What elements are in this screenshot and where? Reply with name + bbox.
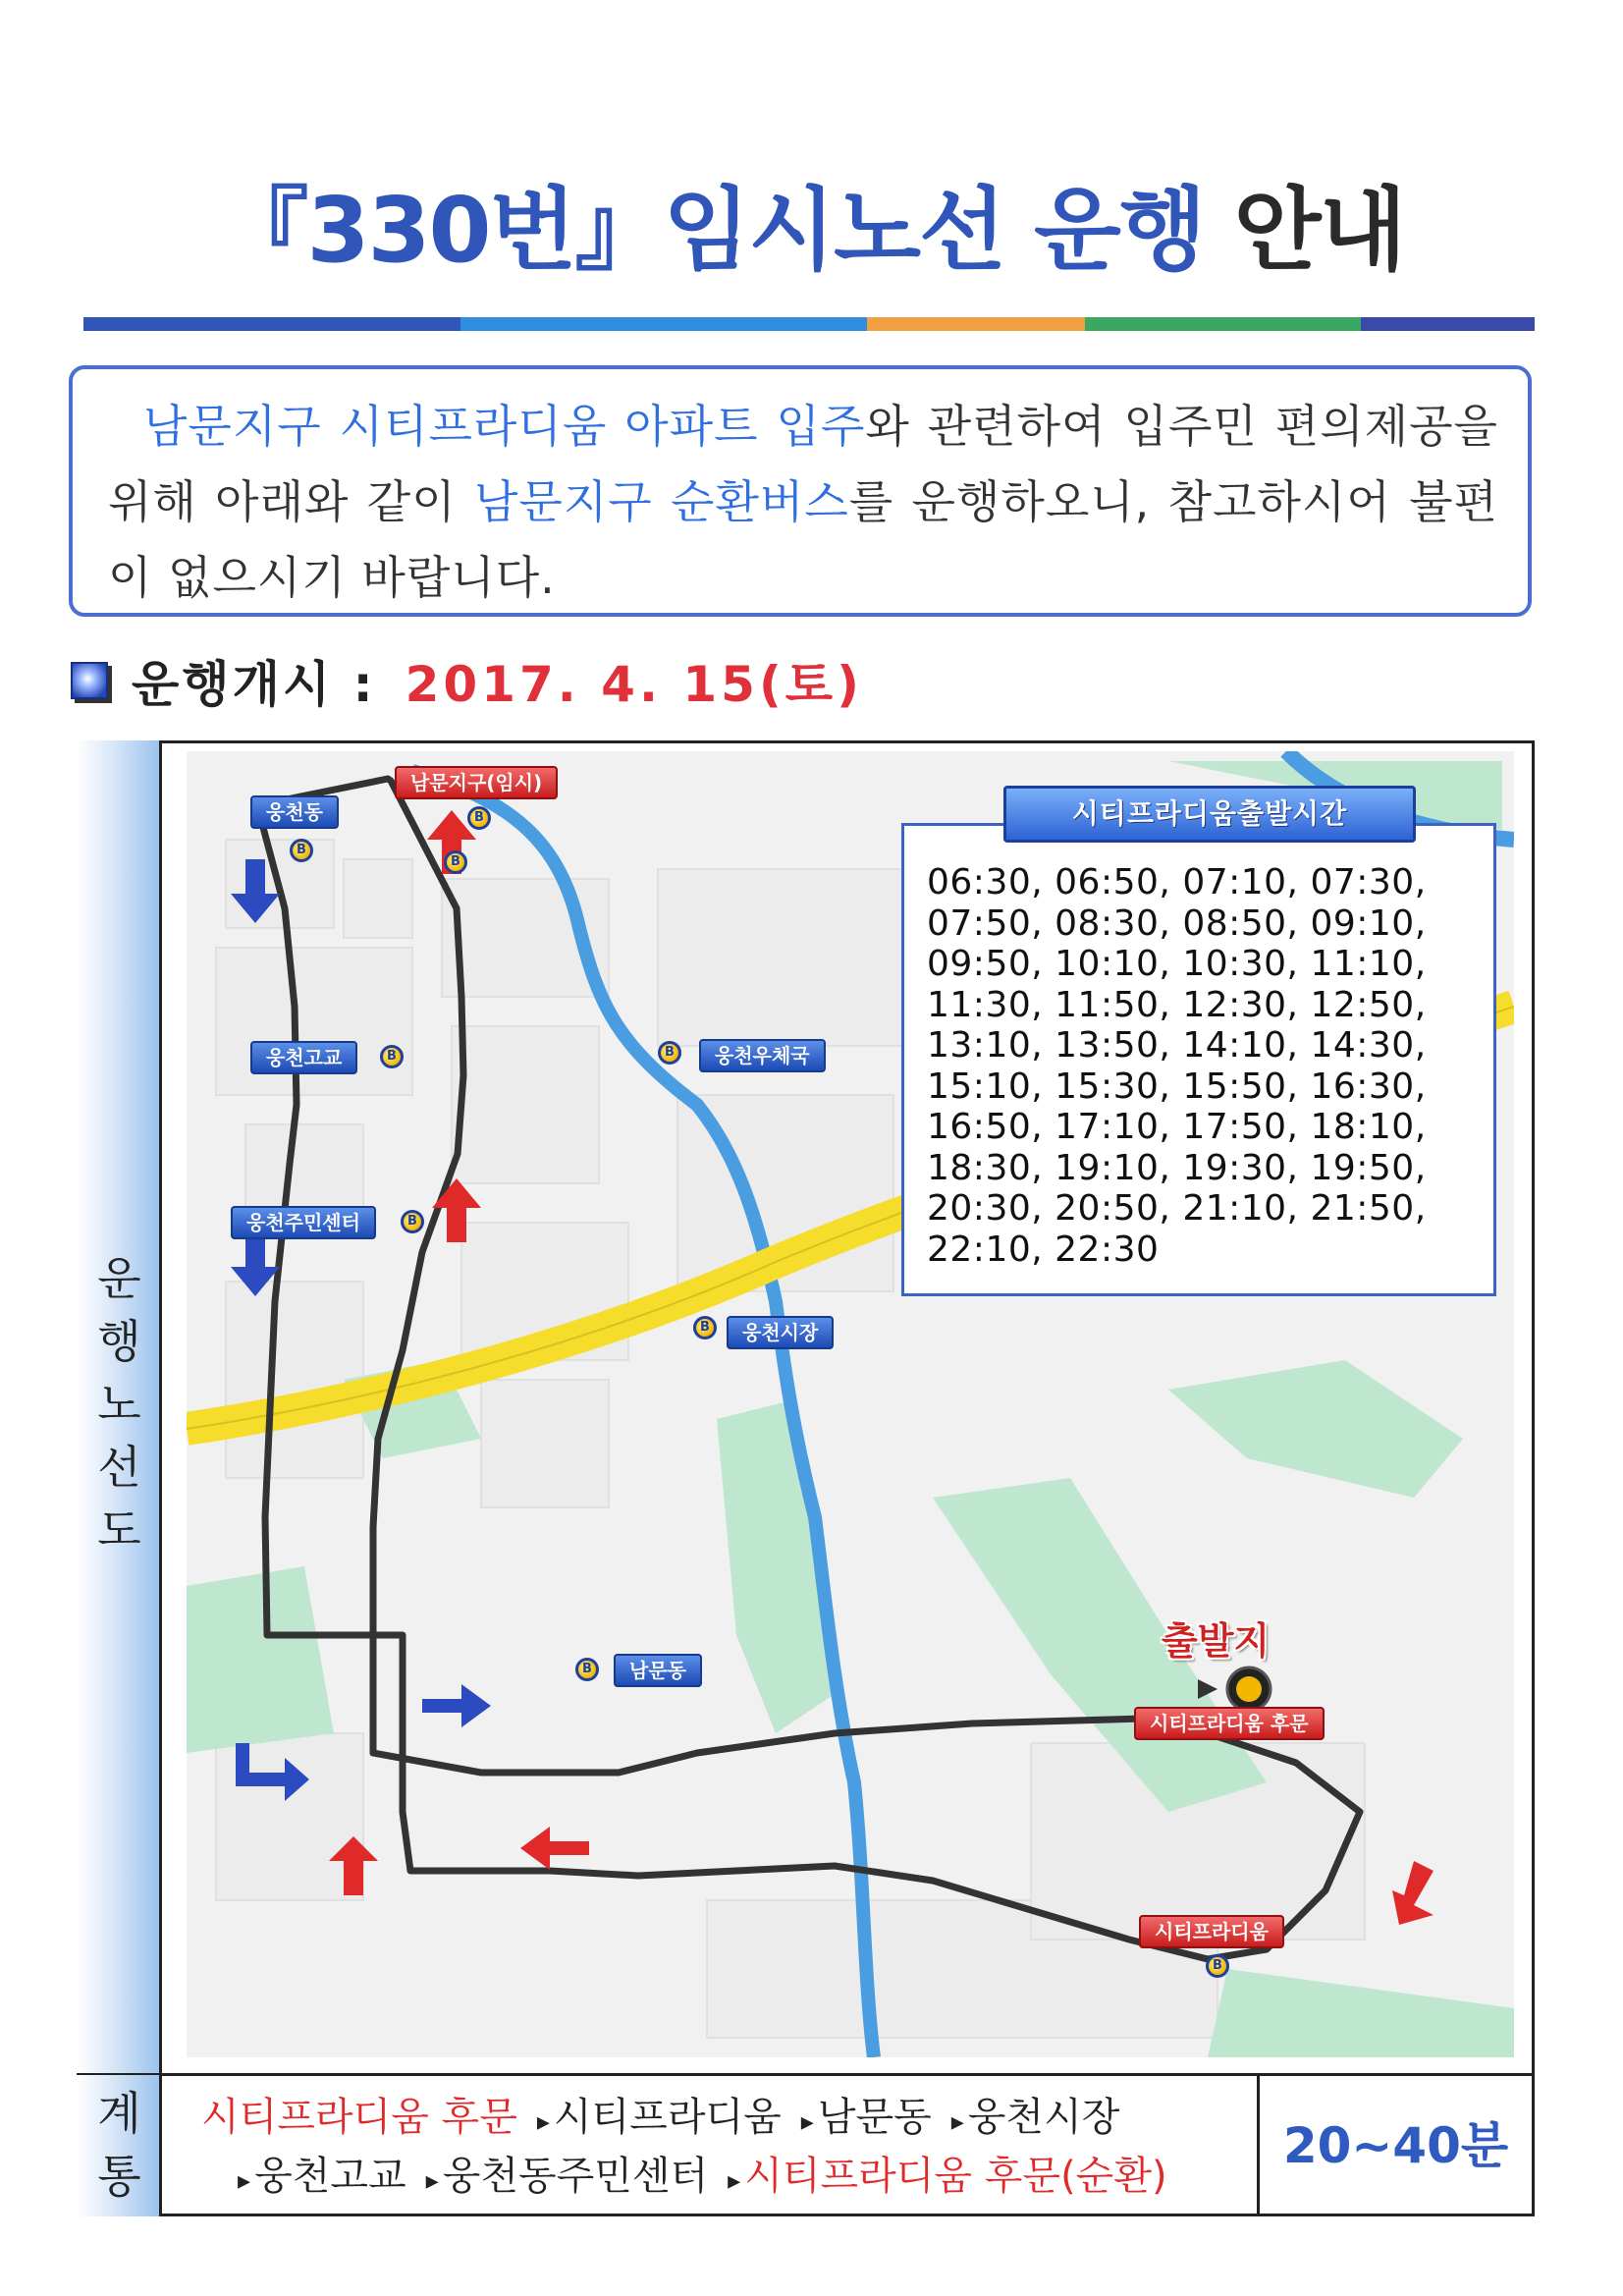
route-arrow-icon: ▸ <box>425 2166 439 2196</box>
departure-time: 06:50, <box>1055 862 1171 902</box>
route-arrow-icon: ▸ <box>728 2166 741 2196</box>
stop-label-market: 웅천시장 <box>727 1316 834 1349</box>
departure-time: 19:30, <box>1182 1147 1299 1188</box>
bus-stop-icon: B <box>290 839 313 862</box>
title-main: 『330번』임시노선 운행 <box>218 178 1205 283</box>
route-arrow-icon: ▸ <box>536 2107 550 2137</box>
route-map-side-label: 운 행 노 선 도 <box>97 1252 141 1557</box>
rule-seg-4 <box>1085 317 1361 331</box>
departure-time: 09:10, <box>1310 902 1427 944</box>
route-stop: 시티프라디움 후문 <box>201 2095 517 2140</box>
bus-stop-icon: B <box>401 1210 424 1233</box>
departure-time: 17:10, <box>1055 1107 1171 1147</box>
departure-time: 21:50, <box>1310 1188 1427 1229</box>
departure-time: 19:10, <box>1055 1147 1171 1188</box>
start-date: 2017. 4. 15(토) <box>405 656 863 713</box>
timetable-title: 시티프라디움출발시간 <box>1003 786 1416 843</box>
route-stop: 웅천동주민센터 <box>442 2154 709 2199</box>
departure-time: 07:50, <box>927 902 1044 944</box>
departure-time: 13:10, <box>927 1025 1044 1066</box>
departure-time: 19:50, <box>1310 1147 1427 1188</box>
route-arrow-icon: ▸ <box>238 2166 251 2196</box>
rule-seg-3 <box>867 317 1085 331</box>
timetable-times <box>927 862 1482 1270</box>
stop-label-namun-dong: 남문동 <box>614 1654 702 1687</box>
notice-highlight-1: 남문지구 시티프라디움 아파트 입주 <box>142 400 866 453</box>
departure-time: 16:50, <box>927 1107 1044 1147</box>
departure-time: 22:10, <box>927 1229 1044 1270</box>
start-label: 운행개시 : <box>132 656 376 713</box>
bus-stop-icon: B <box>658 1041 681 1065</box>
notice-text-2: 를 운행하오니, 참고하시어 불편이 없으시기 바랍니다. <box>108 475 1498 604</box>
departure-time: 17:50, <box>1182 1107 1299 1147</box>
notice-text <box>108 389 1498 616</box>
route-arrow-icon: ▸ <box>800 2107 814 2137</box>
departure-time: 16:30, <box>1310 1066 1427 1107</box>
stop-label-community-center: 웅천주민센터 <box>231 1206 376 1239</box>
departure-time: 18:10, <box>1310 1107 1427 1147</box>
departure-time: 09:50, <box>927 944 1044 984</box>
bus-stop-icon: B <box>444 850 467 874</box>
stop-label-namun-temp: 남문지구(임시) <box>395 766 558 799</box>
page-title <box>0 172 1623 290</box>
departure-time: 20:30, <box>927 1188 1044 1229</box>
bullet-square-icon <box>71 662 108 699</box>
departure-time: 13:50, <box>1055 1025 1171 1066</box>
departure-time: 06:30, <box>927 862 1044 902</box>
bus-stop-icon: B <box>693 1316 717 1339</box>
route-row-side-label: 계 통 <box>97 2087 141 2203</box>
departure-time: 22:30 <box>1055 1229 1160 1270</box>
departure-time: 14:30, <box>1310 1025 1427 1066</box>
route-sequence-line-1 <box>201 2090 1119 2150</box>
departure-time: 21:10, <box>1182 1188 1299 1229</box>
title-suffix: 안내 <box>1233 178 1405 283</box>
departure-time: 14:10, <box>1182 1025 1299 1066</box>
route-stop: 남문동 <box>817 2095 932 2140</box>
route-duration: 20~40분 <box>1282 2117 1509 2174</box>
departure-time: 15:50, <box>1182 1066 1299 1107</box>
stop-label-back-gate: 시티프라디움 후문 <box>1134 1707 1325 1740</box>
rule-seg-2 <box>460 317 867 331</box>
route-stop: 시티프라디움 후문(순환) <box>744 2154 1167 2199</box>
departure-time: 15:10, <box>927 1066 1044 1107</box>
bus-stop-icon: B <box>575 1658 599 1681</box>
departure-time: 20:50, <box>1055 1188 1171 1229</box>
route-arrow-icon: ▸ <box>950 2107 964 2137</box>
bus-stop-icon: B <box>467 806 491 830</box>
title-rule <box>83 317 1535 331</box>
departure-time: 15:30, <box>1055 1066 1171 1107</box>
departure-time: 11:10, <box>1310 944 1427 984</box>
notice-highlight-2: 남문지구 순환버스 <box>473 475 849 528</box>
notice-box <box>69 365 1532 617</box>
bus-stop-icon: B <box>1206 1954 1229 1978</box>
bus-stop-icon: B <box>380 1045 404 1068</box>
start-line <box>71 648 863 713</box>
stop-label-woongcheon-dong: 웅천동 <box>250 795 339 829</box>
stop-label-woongcheon-hs: 웅천고교 <box>250 1041 357 1074</box>
departure-time: 07:30, <box>1310 862 1427 902</box>
departure-time: 12:50, <box>1310 984 1427 1025</box>
departure-time: 12:30, <box>1182 984 1299 1025</box>
departure-time: 10:10, <box>1055 944 1171 984</box>
departure-time: 11:30, <box>927 984 1044 1025</box>
stop-label-city-pradium: 시티프라디움 <box>1139 1915 1284 1948</box>
route-stop: 웅천시장 <box>967 2095 1120 2140</box>
notice-text-1: 와 관련하여 입주민 편의제공을 위해 아래와 같이 <box>108 400 1498 528</box>
departure-time: 18:30, <box>927 1147 1044 1188</box>
rule-seg-5 <box>1361 317 1535 331</box>
departure-time: 11:50, <box>1055 984 1171 1025</box>
stop-label-woongcheon-post: 웅천우체국 <box>699 1039 826 1072</box>
departure-time: 08:50, <box>1182 902 1299 944</box>
route-stop: 시티프라디움 <box>553 2095 782 2140</box>
rule-seg-1 <box>83 317 460 331</box>
route-stop: 웅천고교 <box>254 2154 406 2199</box>
departure-time: 08:30, <box>1055 902 1171 944</box>
departure-time: 10:30, <box>1182 944 1299 984</box>
departure-label: 출발지 <box>1162 1619 1271 1663</box>
departure-time: 07:10, <box>1182 862 1299 902</box>
departure-marker-inner <box>1236 1676 1262 1702</box>
route-sequence-line-2 <box>218 2149 1167 2209</box>
